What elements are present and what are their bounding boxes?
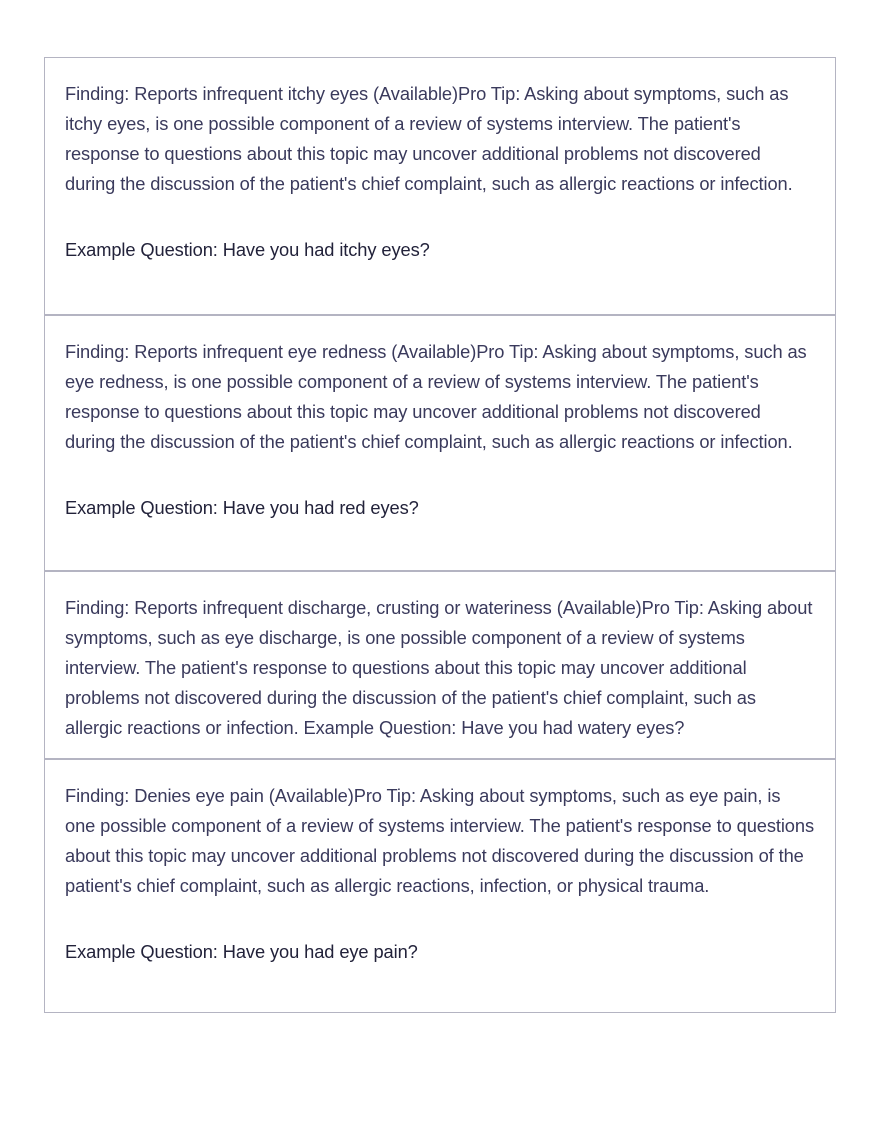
finding-row-eye-pain xyxy=(45,758,835,1012)
example-question: Example Question: Have you had itchy eyes? xyxy=(65,239,430,260)
finding-text: Finding: Reports infrequent itchy eyes (Available)Pro Tip: Asking about symptoms, such as itchy eyes, is one possible component of a review of systems interview. The patient's response to questions about this topic may uncover additional problems not discovered during the discussion of the patient's chief complaint, such as allergic reactions or infection. xyxy=(65,83,793,194)
finding-row-discharge xyxy=(45,570,835,758)
finding-text: Finding: Reports infrequent discharge, crusting or wateriness (Available)Pro Tip: Asking about symptoms, such as eye discharge, is one possible component of a review of systems interview. The patient's response to questions about this topic may uncover additional problems not discovered during the discussion of the patient's chief complaint, such as allergic reactions or infection. Example Question: Have you had watery eyes? xyxy=(65,597,813,738)
finding-row-itchy-eyes xyxy=(45,58,835,314)
finding-row-eye-redness xyxy=(45,314,835,570)
finding-text: Finding: Denies eye pain (Available)Pro Tip: Asking about symptoms, such as eye pain, is one possible component of a review of systems interview. The patient's response to questions about this topic may uncover additional problems not discovered during the discussion of the patient's chief complaint, such as allergic reactions, infection, or physical trauma. xyxy=(65,785,814,896)
example-question: Example Question: Have you had red eyes? xyxy=(65,497,419,518)
finding-text: Finding: Reports infrequent eye redness (Available)Pro Tip: Asking about symptoms, such as eye redness, is one possible component of a review of systems interview. The patient's response to questions about this topic may uncover additional problems not discovered during the discussion of the patient's chief complaint, such as allergic reactions or infection. xyxy=(65,341,807,452)
example-question: Example Question: Have you had eye pain? xyxy=(65,941,418,962)
findings-table xyxy=(44,57,836,1013)
